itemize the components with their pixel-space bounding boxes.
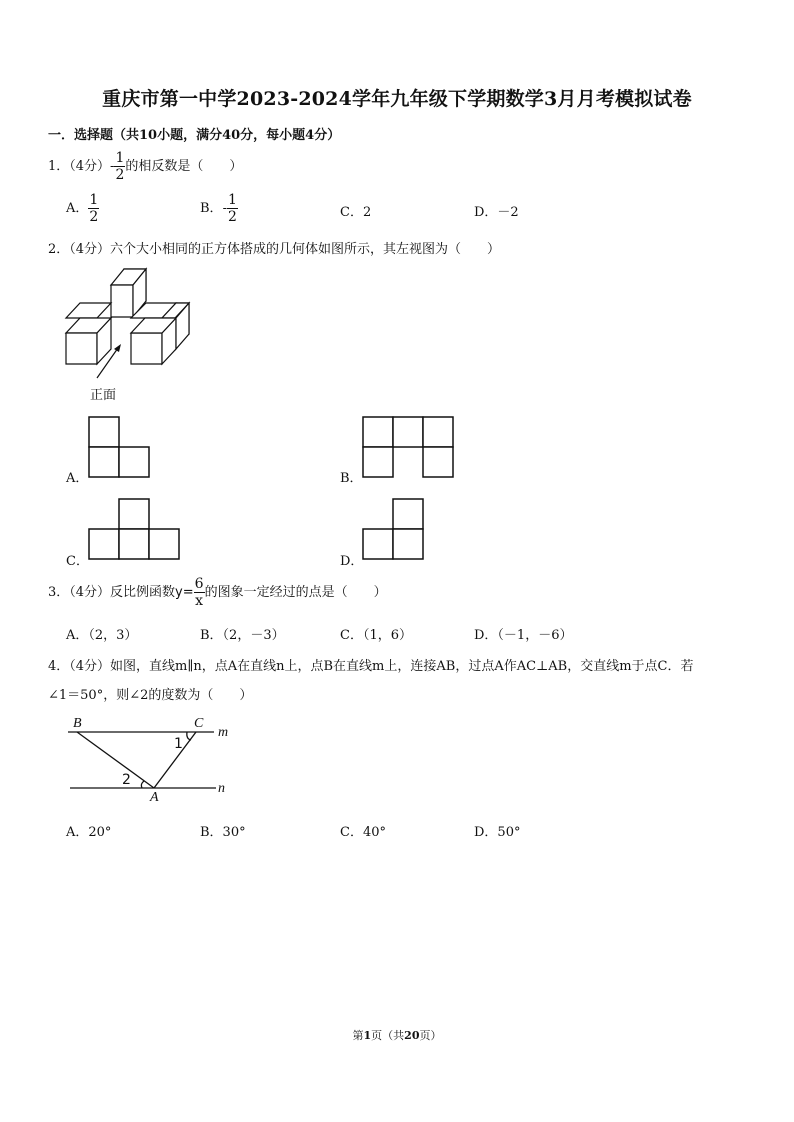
- footer-post: 页）: [419, 1029, 442, 1042]
- q2-front-label: 正面: [90, 388, 117, 403]
- q4-label-angle-1: 1: [174, 736, 183, 752]
- q4-label-a: A: [150, 790, 159, 805]
- footer-total-pages: 20: [404, 1029, 420, 1042]
- q4-option-c[interactable]: C．40°: [340, 825, 386, 840]
- q1-option-b-label: B．: [200, 201, 223, 216]
- q2-option-a[interactable]: A．: [66, 471, 89, 486]
- q1-prefix: 1．（4分）: [48, 159, 111, 174]
- q2-option-a-view: [88, 416, 152, 480]
- q3-option-a[interactable]: A．（2，3）: [66, 628, 138, 643]
- q3-prefix: 3．（4分）反比例函数: [48, 585, 176, 600]
- q1-frac-den: 2: [115, 167, 125, 183]
- q4-label-angle-2: 2: [122, 772, 131, 788]
- footer-pre: 第: [352, 1029, 364, 1042]
- question-4-line1: 4．（4分）如图，直线m∥n，点A在直线n上，点B在直线m上，连接AB，过点A作AC⊥AB，交直线m于点C．若: [48, 659, 694, 674]
- q1-option-b-den: 2: [227, 209, 237, 225]
- q1-option-b-num: 1: [227, 192, 237, 208]
- question-4-line2: ∠1＝50°，则∠2的度数为（ ）: [48, 688, 253, 703]
- q4-option-a[interactable]: A．20°: [66, 825, 112, 840]
- q1-option-a-label: A．: [66, 201, 89, 216]
- q3-fraction: [194, 576, 205, 609]
- q1-option-b-neg: -: [222, 201, 227, 216]
- q2-option-d-view: [362, 498, 426, 562]
- q1-neg-sign: -: [110, 159, 115, 174]
- q1-option-c[interactable]: C．2: [340, 205, 372, 220]
- q4-option-d[interactable]: D．50°: [474, 825, 521, 840]
- question-2: 2．（4分）六个大小相同的正方体搭成的几何体如图所示，其左视图为（ ）: [48, 242, 501, 257]
- q4-label-c: C: [194, 716, 204, 731]
- q4-option-b[interactable]: B．30°: [200, 825, 246, 840]
- q3-frac-num: 6: [194, 576, 204, 592]
- q2-option-b[interactable]: B．: [340, 471, 363, 486]
- q2-option-b-view: [362, 416, 456, 480]
- section-heading: 一．选择题（共10小题，满分40分，每小题4分）: [48, 128, 341, 143]
- q3-option-b[interactable]: B．（2，－3）: [200, 628, 285, 643]
- angle-2-arc: [141, 781, 144, 788]
- q2-option-d[interactable]: D．: [340, 554, 364, 569]
- page-footer: [0, 1027, 794, 1043]
- q1-option-a-den: 2: [89, 209, 99, 225]
- footer-mid: 页（共: [371, 1029, 405, 1042]
- q2-option-c[interactable]: C．: [66, 554, 89, 569]
- q1-option-a-num: 1: [89, 192, 99, 208]
- page-title: 重庆市第一中学2023-2024学年九年级下学期数学3月月考模拟试卷: [102, 88, 692, 110]
- q3-suffix: 的图象一定经过的点是（ ）: [204, 585, 387, 600]
- q3-option-d[interactable]: D．（－1，－6）: [474, 628, 573, 643]
- question-3: [48, 576, 387, 609]
- q2-option-c-view: [88, 498, 182, 562]
- segment-ab: [77, 732, 154, 788]
- footer-page-number: 1: [363, 1029, 372, 1042]
- q4-label-n: n: [218, 781, 225, 796]
- q3-y-equals: y=: [175, 585, 194, 600]
- q3-option-c[interactable]: C．（1，6）: [340, 628, 412, 643]
- q1-suffix: 的相反数是（ ）: [125, 159, 243, 174]
- q4-label-b: B: [73, 716, 82, 731]
- q3-frac-den: x: [195, 593, 204, 609]
- q1-frac-num: 1: [115, 150, 125, 166]
- q1-option-d[interactable]: D．－2: [474, 205, 519, 220]
- q4-label-m: m: [218, 725, 229, 740]
